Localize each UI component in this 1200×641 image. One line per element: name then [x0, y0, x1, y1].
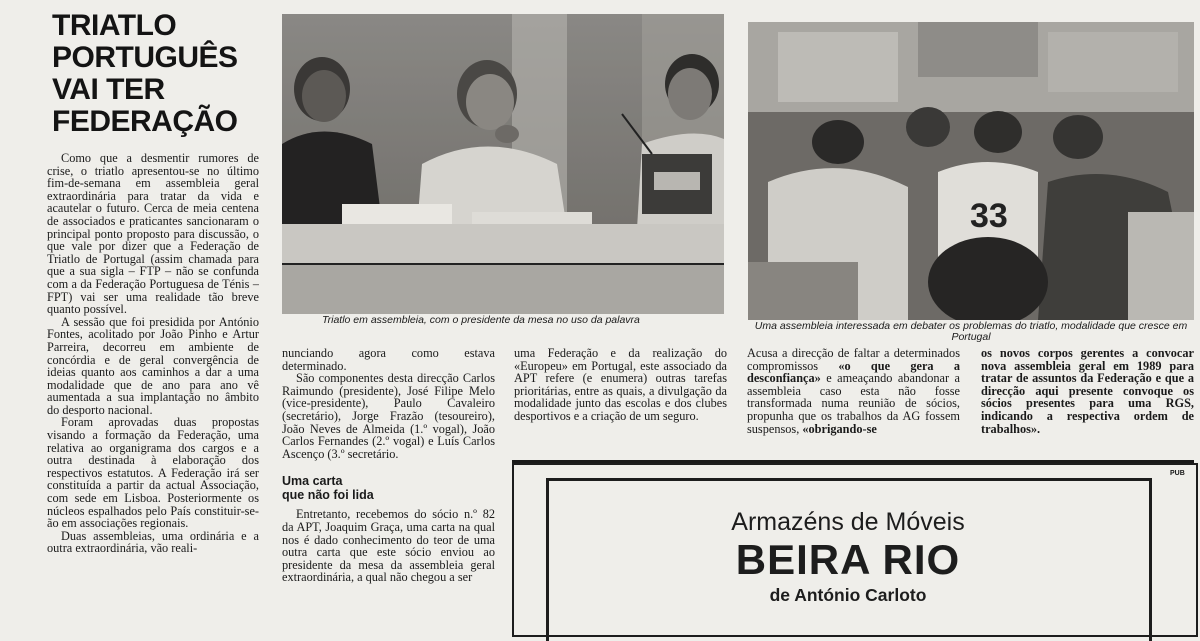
assembly-table-photo — [282, 14, 724, 314]
article-column-1 — [47, 152, 259, 630]
photo-caption: Triatlo em assembleia, com o presidente da mesa no uso da palavra — [322, 314, 640, 326]
ad-tag: PUB — [1170, 470, 1185, 477]
photo-caption: Uma assembleia interessada em debater os problemas do triatlo, modalidade que cresce em Portugal — [754, 320, 1188, 343]
article-paragraph: os novos corpos gerentes a convocar nova assembleia geral em 1989 para tratar de assuntos da Federação e que a direcção aqui presente convoque os sócios presentes para uma RGS, indicando a respectiva ordem de trabalhos». — [981, 346, 1194, 436]
subheading-line: que não foi lida — [282, 488, 374, 503]
article-paragraph: Foram aprovadas duas propostas visando a formação da Federação, uma relativa ao organigrama dos cargos e a outra destinada à elaboração dos respectivos estatutos. A Federação irá ser constituída a partir da actual Associação, com sede em Lisboa. Posteriormente os núcleos espalhados pelo País constituir-se-ão em associações regionais. — [47, 415, 259, 531]
article-paragraph: uma Federação e da realização do «Europeu» em Portugal, este associado da APT refere (e enumera) outras tarefas prioritárias, entre as quais, a divulgação da modalidade junto das escolas e dos clubes desportivos e a criação de um seguro. — [514, 346, 727, 423]
article-column-3 — [514, 347, 727, 423]
article-paragraph: São componentes desta direcção Carlos Raimundo (presidente), José Filipe Melo (vice-presidente), Paulo Cavaleiro (secretário), Jorge Frazão (tesoureiro), João Neves de Almeida (1.º vogal), João Carlos Fernandes (2.º vogal) e Luís Carlos Ascenço (3.º secretário. — [282, 371, 495, 461]
article-column-2 — [282, 347, 495, 630]
headline-line: VAI TER — [52, 73, 165, 106]
text-run: e ameaçando abandonar a assembleia caso esta não fosse transformada numa reunião de sócios, propunha que os trabalhos da AG fossem suspensos, — [747, 371, 960, 436]
assembly-audience-photo-image — [748, 22, 1194, 320]
headline-line: PORTUGUÊS — [52, 41, 238, 74]
article-paragraph: nunciando agora como estava determinado. — [282, 347, 495, 373]
assembly-table-photo-image — [282, 14, 724, 314]
ad-line-1: Armazéns de Móveis — [731, 508, 965, 536]
text-run: Acusa a direcção de faltar a determinados compromissos — [747, 346, 960, 373]
article-paragraph: Duas assembleias, uma ordinária e a outra extraordinária, vão reali- — [47, 528, 259, 556]
headline — [52, 10, 262, 138]
headline-line: TRIATLO — [52, 9, 177, 42]
ad-line-3: de António Carloto — [769, 585, 927, 605]
article-paragraph: Entretanto, recebemos do sócio n.º 82 da APT, Joaquim Graça, uma carta na qual nos é dado conhecimento do teor de uma outra carta que este sócio enviou ao presidente da mesa da assembleia geral extraordinária, a qual não chegou a ser — [282, 507, 495, 585]
article-column-5 — [981, 347, 1194, 435]
article-paragraph — [747, 347, 960, 435]
subheading-line: Uma carta — [282, 474, 343, 489]
quoted-text: «o que gera a desconfiança» — [747, 358, 960, 386]
article-paragraph: Como que a desmentir rumores de crise, o triatlo apresentou-se no último fim-de-semana em assembleia geral extraordinária para tratar da vida e acautelar o futuro. Cerca de meia centena de associados e praticantes sancionaram o principal ponto proposto para discussão, o que vale por dizer que a Federação de Triatlo de Portugal (assim chamada para que a sua sigla – FTP – não se confunda com a da Federação Portuguesa de Ténis – FPT) vai ser uma realidade tão breve quanto possível. — [47, 152, 259, 317]
article-column-4 — [747, 347, 960, 435]
ad-brand-name: BEIRA RIO — [735, 536, 961, 583]
assembly-audience-photo — [748, 22, 1194, 320]
quoted-text: «obrigando-se — [802, 421, 877, 436]
article-paragraph: A sessão que foi presidida por António Fontes, acolitado por João Pinho e Artur Parreira, decorreu em ambiente de concórdia e de geral convergência de ideias quanto aos caminhos a dar a uma modalidade que de ano para ano vê aumentada a sua implantação no âmbito do desporto nacional. — [47, 314, 259, 417]
shirt-number: 33 — [970, 197, 1008, 235]
headline-line: FEDERAÇÃO — [52, 105, 238, 138]
subheading — [282, 474, 495, 502]
